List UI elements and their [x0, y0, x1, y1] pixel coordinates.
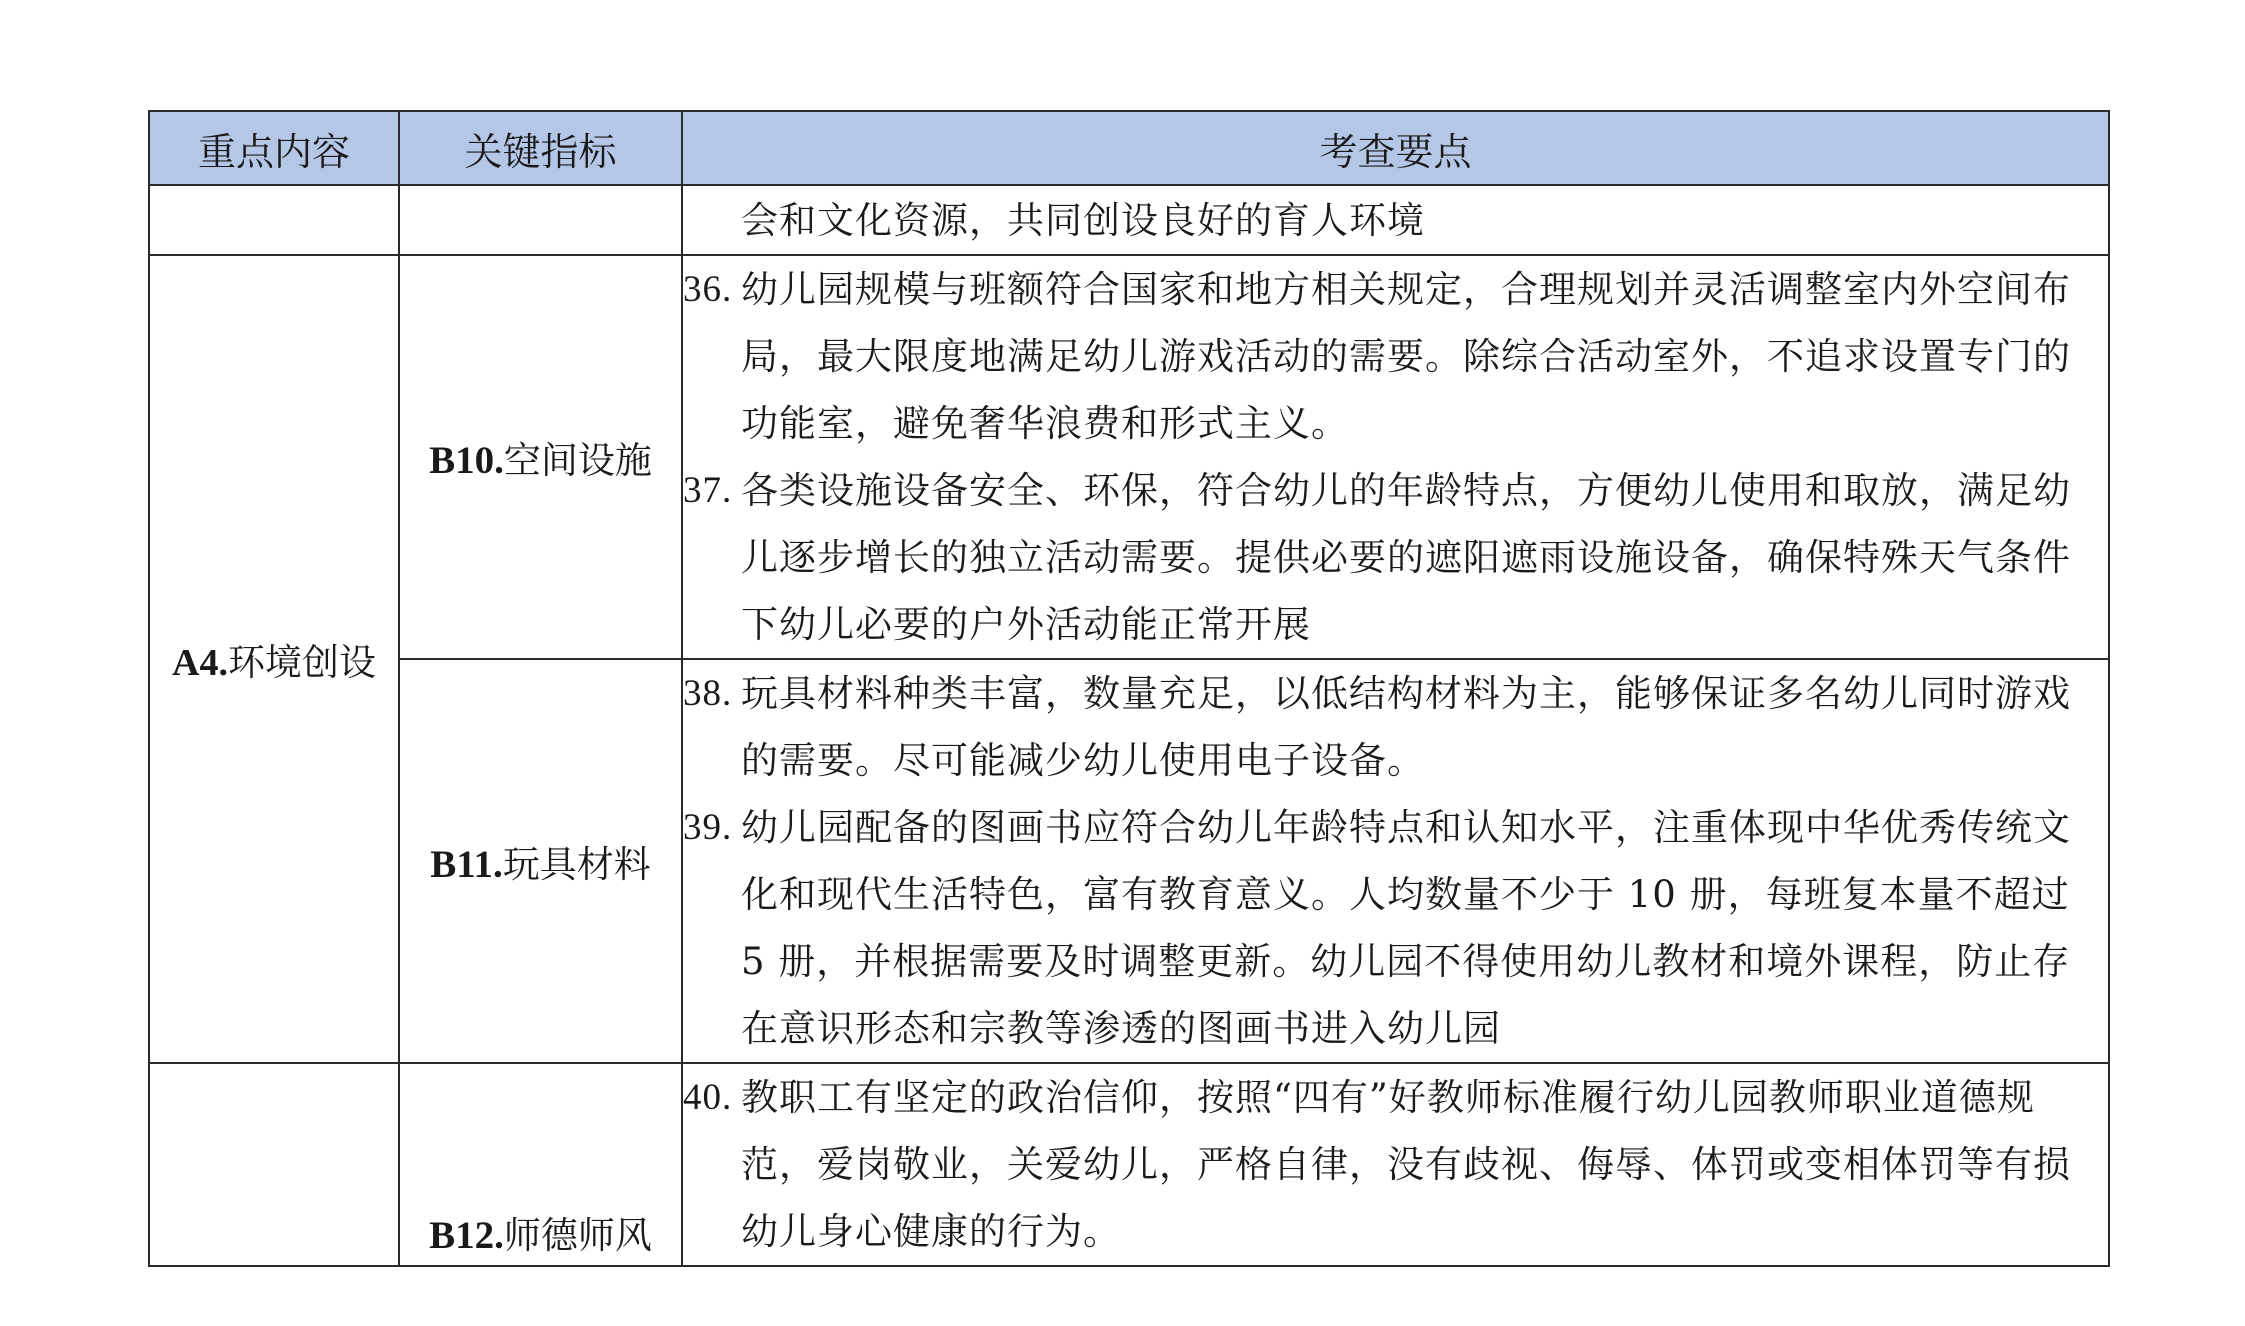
list-item — [683, 660, 2094, 794]
item-number: 39. — [683, 807, 733, 848]
list-item — [683, 256, 2094, 457]
table-row — [149, 659, 2109, 1063]
item-text: 幼儿园配备的图画书应符合幼儿年龄特点和认知水平，注重体现中华优秀传统文化和现代生活特色，富有教育意义。人均数量不少于 10 册，每班复本量不超过 5 册，并根据需要及时调整更新。幼儿园不得使用幼儿教材和境外课程，防止存在意识形态和宗教等渗透的图画书进入幼儿园 — [741, 806, 2071, 1050]
category-code: A4. — [172, 642, 228, 684]
item-text: 玩具材料种类丰富，数量充足，以低结构材料为主，能够保证多名幼儿同时游戏的需要。尽可能减少幼儿使用电子设备。 — [741, 672, 2071, 782]
table-header-row — [149, 111, 2109, 185]
indicator-label: 空间设施 — [503, 439, 652, 482]
table-row — [149, 255, 2109, 659]
points-b12-cell — [682, 1063, 2109, 1266]
category-label: 环境创设 — [227, 641, 376, 684]
header-key-indicator: 关键指标 — [399, 111, 682, 185]
indicator-b10-cell — [399, 255, 682, 659]
item-number: 36. — [683, 269, 733, 310]
item-text: 幼儿园规模与班额符合国家和地方相关规定，合理规划并灵活调整室内外空间布局，最大限度地满足幼儿游戏活动的需要。除综合活动室外，不追求设置专门的功能室，避免奢华浪费和形式主义。 — [741, 268, 2071, 445]
list-item — [683, 1064, 2094, 1265]
header-key-content: 重点内容 — [149, 111, 399, 185]
item-number: 40. — [683, 1077, 733, 1118]
item-text: 各类设施设备安全、环保，符合幼儿的年龄特点，方便幼儿使用和取放，满足幼儿逐步增长的独立活动需要。提供必要的遮阳遮雨设施设备，确保特殊天气条件下幼儿必要的户外活动能正常开展 — [741, 469, 2071, 646]
indicator-code: B10. — [429, 439, 504, 482]
indicator-b12-cell — [399, 1063, 682, 1266]
indicator-label: 师德师风 — [503, 1214, 652, 1257]
continued-point-text: 会和文化资源，共同创设良好的育人环境 — [741, 198, 1425, 242]
indicator-code: B11. — [430, 843, 503, 886]
table-row — [149, 185, 2109, 255]
points-b10-cell — [682, 255, 2109, 659]
item-number: 38. — [683, 673, 733, 714]
category-a4-cell — [149, 255, 399, 1063]
indicator-b11-cell — [399, 659, 682, 1063]
item-number: 37. — [683, 470, 733, 511]
points-b11-cell — [682, 659, 2109, 1063]
table-row — [149, 1063, 2109, 1266]
evaluation-table — [148, 110, 2110, 1267]
list-item — [683, 794, 2094, 1062]
list-item — [683, 457, 2094, 658]
indicator-code: B12. — [429, 1214, 504, 1257]
item-text: 教职工有坚定的政治信仰，按照“四有”好教师标准履行幼儿园教师职业道德规范，爱岗敬业，关爱幼儿，严格自律，没有歧视、侮辱、体罚或变相体罚等有损幼儿身心健康的行为。 — [741, 1076, 2071, 1253]
indicator-label: 玩具材料 — [502, 843, 651, 886]
empty-cell — [149, 185, 399, 255]
header-check-points: 考查要点 — [682, 111, 2109, 185]
empty-cell — [149, 1063, 399, 1266]
empty-cell — [399, 185, 682, 255]
continued-point-cell — [682, 185, 2109, 255]
